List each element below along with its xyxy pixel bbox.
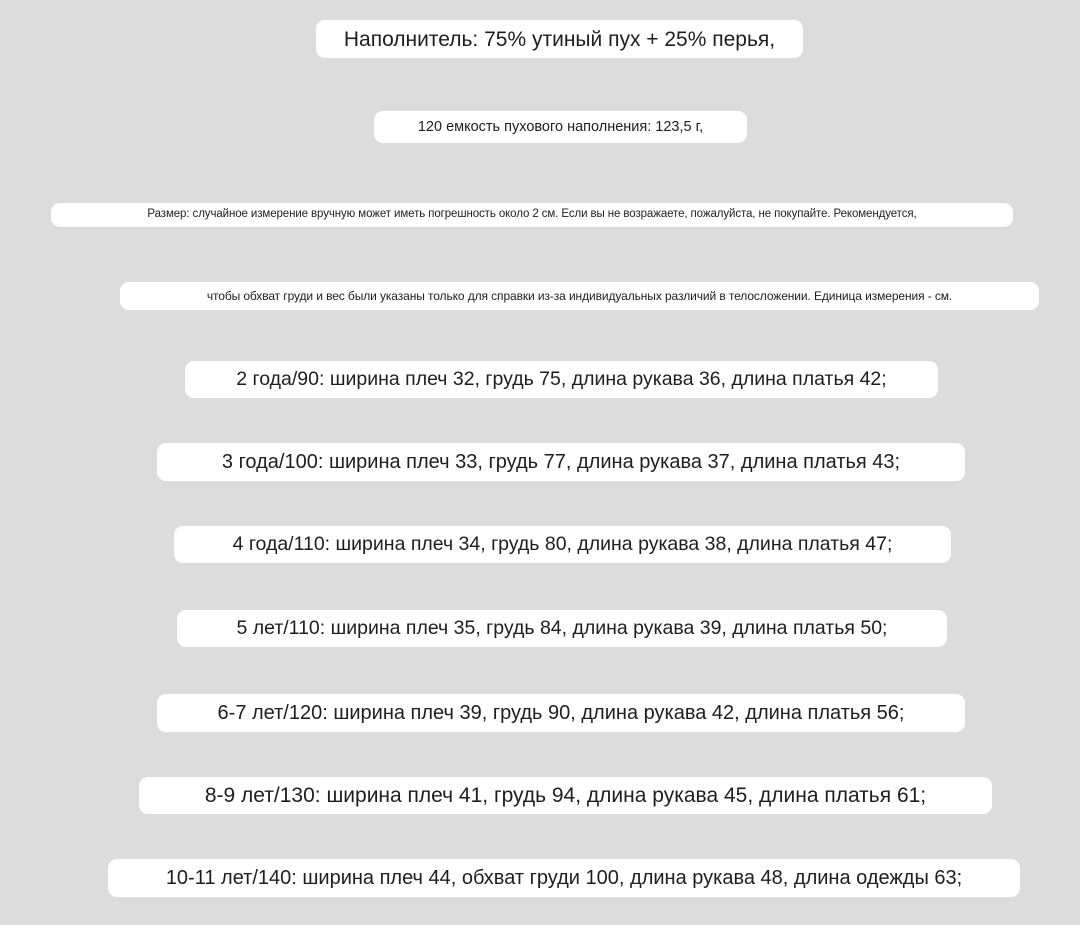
size-row-6-7-years: 6-7 лет/120: ширина плеч 39, грудь 90, длина рукава 42, длина платья 56; — [157, 694, 965, 732]
filler-line: Наполнитель: 75% утиный пух + 25% перья, — [316, 20, 803, 58]
size-row-2-years: 2 года/90: ширина плеч 32, грудь 75, длина рукава 36, длина платья 42; — [185, 361, 938, 398]
size-row-4-years: 4 года/110: ширина плеч 34, грудь 80, длина рукава 38, длина платья 47; — [174, 526, 951, 563]
size-row-5-years: 5 лет/110: ширина плеч 35, грудь 84, длина рукава 39, длина платья 50; — [177, 610, 947, 647]
size-row-10-11-years: 10-11 лет/140: ширина плеч 44, обхват груди 100, длина рукава 48, длина одежды 63; — [108, 859, 1020, 897]
size-note-line-1: Размер: случайное измерение вручную может иметь погрешность около 2 см. Если вы не возражаете, пожалуйста, не покупайте. Рекомендуется, — [51, 203, 1013, 227]
size-row-8-9-years: 8-9 лет/130: ширина плеч 41, грудь 94, длина рукава 45, длина платья 61; — [139, 777, 992, 814]
size-row-3-years: 3 года/100: ширина плеч 33, грудь 77, длина рукава 37, длина платья 43; — [157, 443, 965, 481]
capacity-line: 120 емкость пухового наполнения: 123,5 г, — [374, 111, 747, 143]
size-note-line-2: чтобы обхват груди и вес были указаны только для справки из-за индивидуальных различий в телосложении. Единица измерения - см. — [120, 282, 1039, 310]
